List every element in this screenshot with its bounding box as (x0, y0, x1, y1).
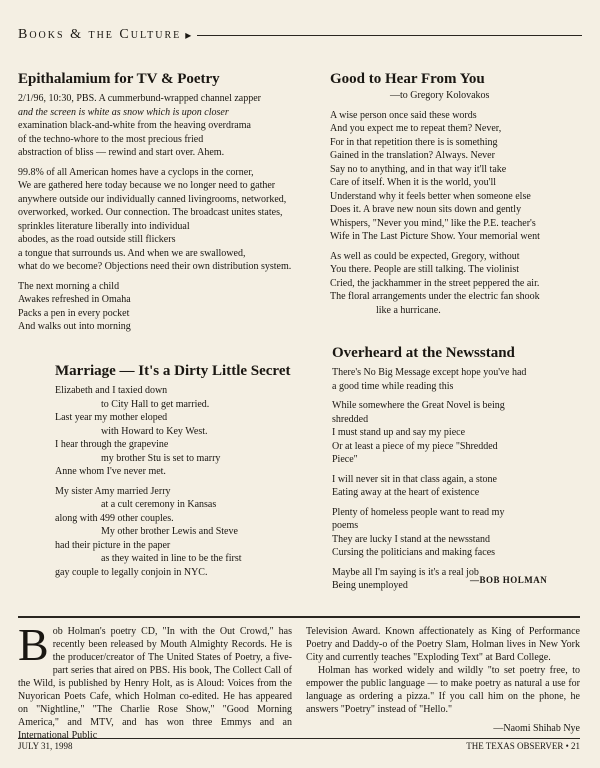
poem-line: as they waited in line to be the first (101, 553, 242, 564)
stanza (332, 399, 582, 467)
stanza (18, 280, 318, 334)
poem-line: They are lucky I stand at the newsstand (332, 533, 491, 545)
stanza (330, 109, 580, 244)
poem-line: sprinkles literature liberally into individual (18, 220, 190, 232)
poem-line: The next morning a child (18, 280, 120, 292)
bio-text: Television Award. Known affectionately as King of Performance Poetry and Daddy-o of the Poetry Slam, Holman lives in New York City and currently teaches "Exploding Text" at Bard College. (306, 626, 580, 663)
poem-line: Elizabeth and I taxied down (55, 385, 168, 396)
stanza (332, 366, 582, 393)
poem-line: And walks out into morning (18, 321, 131, 332)
poem-line: overworked, worked. Our connection. The broadcast unites states, (18, 207, 283, 218)
poem-line: A wise person once said these words (330, 109, 477, 121)
poem-line: 2/1/96, 10:30, PBS. A cummerbund-wrapped channel zapper (18, 93, 262, 104)
page-footer (18, 738, 580, 751)
poem-line: shredded (332, 413, 369, 425)
author-bio (18, 619, 580, 742)
poem-line: what do we become? Objections need their own distribution system. (18, 261, 292, 272)
bio-credit: —Naomi Shihab Nye (493, 723, 580, 734)
poem-line: We are gathered here today because we no longer need to gather (18, 180, 276, 191)
poem-line: a good time while reading this (332, 380, 454, 392)
poem-line: Awakes refreshed in Omaha (18, 294, 131, 305)
poem-line: Piece" (332, 454, 358, 465)
poem-line: anywhere outside our individually canned livingrooms, networked, (18, 193, 287, 205)
bio-text: Holman has worked widely and wildly "to set poetry free, to empower the public language — to make poetry as natural a use for language as ordering a pizza." If you call him on the phone, he answers "Poetry" instead of "Hello." (306, 665, 580, 715)
poem-line: Anne whom I've never met. (55, 466, 166, 477)
poem-marriage (55, 362, 315, 585)
poem-line: Does it. A brave new noun sits down and gently (330, 204, 522, 215)
poem-line: I will never sit in that class again, a stone (332, 473, 497, 485)
poem-title: Good to Hear From You (330, 71, 485, 87)
poem-line: 99.8% of all American homes have a cyclops in the corner, (18, 166, 254, 178)
poem-line: gay couple to legally conjoin in NYC. (55, 566, 208, 578)
poem-line: Maybe all I'm saying is it's a real job (332, 566, 479, 578)
poem-line: had their picture in the paper (55, 539, 171, 551)
poem-epithalamium (18, 70, 318, 340)
stanza (55, 384, 315, 479)
poem-line: While somewhere the Great Novel is being (332, 400, 505, 411)
publication-page: THE TEXAS OBSERVER • 21 (466, 741, 580, 751)
poem-good-to-hear (330, 70, 580, 323)
poem-line: Or at least a piece of my piece "Shredded (332, 440, 498, 452)
author-signature: —BOB HOLMAN (470, 575, 548, 585)
poem-line: at a cult ceremony in Kansas (101, 499, 217, 510)
poem-line: Cried, the jackhammer in the street peppered the air. (330, 277, 540, 289)
stanza (332, 506, 582, 560)
poem-line: For in that repetition there is is something (330, 136, 498, 148)
poem-line: Gained in the translation? Always. Never (330, 150, 495, 161)
poem-line: As well as could be expected, Gregory, without (330, 250, 520, 262)
stanza (18, 92, 318, 160)
poem-line: to City Hall to get married. (101, 398, 210, 410)
poem-line: like a hurricane. (376, 304, 441, 316)
poem-line: You there. People are still talking. The violinist (330, 264, 520, 275)
stanza (55, 485, 315, 580)
poem-line: My other brother Lewis and Steve (101, 526, 238, 537)
bio-column-1 (18, 619, 292, 742)
arrow-right-icon: ▸ (185, 27, 192, 42)
bio-text: ob Holman's poetry CD, "In with the Out Crowd," has recently been released by Mouth Almighty Records. He is the producer/creator of The United States of Poetry, a five-part series that aired on PBS. His book, The Collect Call of the Wild, is published by Henry Holt, as is Aloud: Voices from the Nuyorican Poets Cafe, which Holman co-edited. He has appeared on "Nightline," "The Charlie Rose Show," "Good Morning America," and MTV, and has won three Emmys and an International Public (18, 626, 292, 741)
poem-line: examination black-and-white from the heaving overdrama (18, 120, 251, 131)
divider (18, 616, 580, 618)
header-rule (197, 35, 582, 36)
poem-line: Whispers, "Never you mind," like the P.E. teacher's (330, 217, 536, 229)
poem-line: Being unemployed (332, 580, 408, 591)
stanza (332, 473, 582, 500)
poem-line: Say no to anything, and in that way it'll take (330, 163, 507, 175)
poem-line: Eating away at the heart of existence (332, 487, 480, 498)
poem-title: Marriage — It's a Dirty Little Secret (55, 363, 291, 379)
poem-line: Wife in The Last Picture Show. Your memorial went (330, 231, 540, 242)
poem-line: There's No Big Message except hope you've had (332, 367, 527, 378)
stanza (18, 166, 318, 274)
poem-title: Overheard at the Newsstand (332, 345, 515, 361)
poem-line: of the techno-whore to the most precious fried (18, 133, 204, 145)
poem-line: The floral arrangements under the electric fan shook (330, 291, 540, 302)
poem-line: Packs a pen in every pocket (18, 307, 130, 319)
poem-line: I must stand up and say my piece (332, 427, 466, 438)
poem-line: abstraction of bliss — rewind and start over. Ahem. (18, 147, 225, 158)
poem-line: along with 499 other couples. (55, 512, 174, 524)
drop-cap: B (18, 619, 49, 670)
section-title: Books & the Culture (18, 27, 182, 42)
poem-line: a tongue that surrounds us. And when we are swallowed, (18, 247, 246, 259)
poem-line: and the screen is white as snow which is upon closer (18, 106, 229, 118)
poem-line: my brother Stu is set to marry (101, 452, 221, 464)
stanza (330, 250, 580, 318)
poem-line: And you expect me to repeat them? Never, (330, 123, 502, 134)
poem-line: Cursing the politicians and making faces (332, 547, 496, 558)
poem-line: Last year my mother eloped (55, 412, 168, 423)
poem-overheard (332, 344, 582, 599)
poem-line: poems (332, 520, 359, 531)
poem-line: Care of itself. When it is the world, you'll (330, 177, 497, 188)
section-header (18, 24, 582, 46)
issue-date: JULY 31, 1998 (18, 741, 73, 751)
poem-line: My sister Amy married Jerry (55, 485, 171, 497)
poem-line: I hear through the grapevine (55, 439, 169, 450)
poem-title: Epithalamium for TV & Poetry (18, 71, 220, 87)
poem-line: Plenty of homeless people want to read my (332, 506, 505, 518)
poem-line: abodes, as the road outside still flickers (18, 234, 176, 245)
poem-byline: —to Gregory Kolovakos (390, 90, 490, 101)
bio-column-2 (306, 625, 580, 742)
poem-line: with Howard to Key West. (101, 425, 208, 437)
poem-line: Understand why it feels better when someone else (330, 190, 531, 202)
